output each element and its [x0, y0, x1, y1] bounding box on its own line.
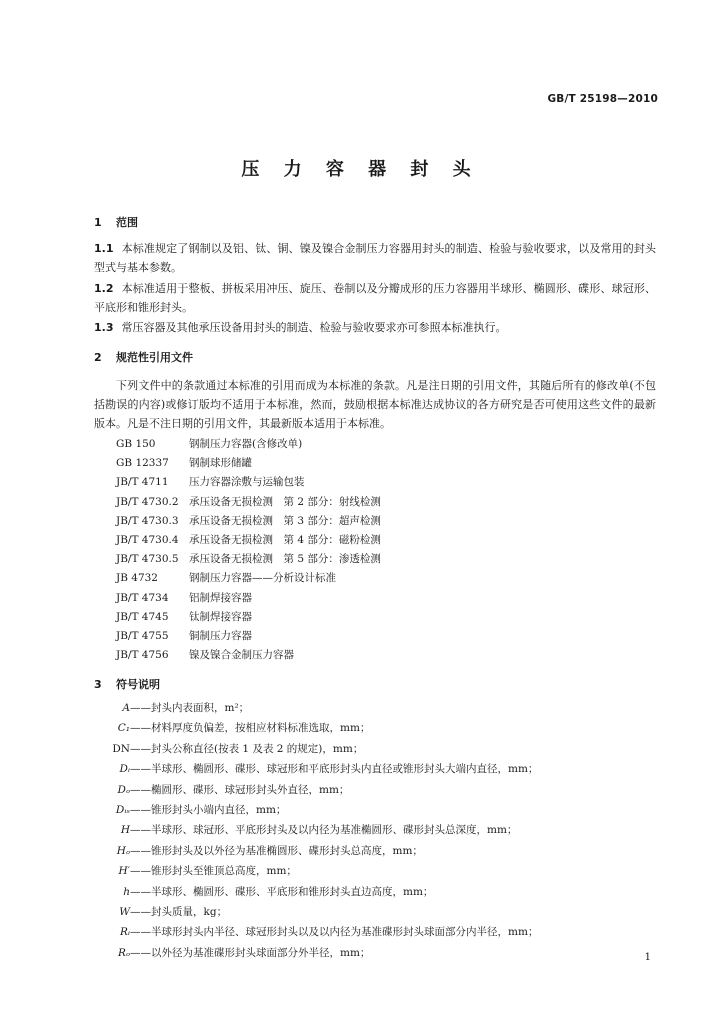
reference-item	[116, 454, 381, 473]
reference-title: 压力容器涂敷与运输包装	[189, 476, 305, 489]
reference-title: 承压设备无损检测 第 4 部分：磁粉检测	[189, 534, 381, 547]
reference-title: 钢制压力容器(含修改单)	[189, 438, 303, 450]
symbol-description: ——半球形、椭圆形、碟形、平底形和锥形封头直边高度，mm；	[130, 885, 434, 898]
symbol-item	[110, 861, 538, 881]
section-title: 范围	[116, 216, 138, 229]
symbol-item	[110, 820, 538, 840]
symbol: Rᵢ	[119, 926, 130, 939]
clause-1-2	[94, 279, 656, 317]
symbol: Hₒ	[116, 844, 130, 857]
symbol: Dᵢ	[119, 763, 130, 776]
symbol-description: ——封头内表面积，m²；	[130, 702, 250, 714]
clause-number: 1.1	[94, 242, 114, 255]
reference-code: GB 12337	[116, 457, 169, 470]
symbol-description: ——锥形封头至锥顶总高度，mm；	[130, 865, 297, 878]
symbol-item	[110, 698, 538, 718]
symbol: H	[120, 824, 130, 837]
symbol: Rₒ	[118, 946, 130, 959]
clause-text: 本标准适用于整板、拼板采用冲压、旋压、卷制以及分瓣成形的压力容器用半球形、椭圆形、碟形、球冠形、平底形和锥形封头。	[94, 282, 656, 314]
symbol-item	[110, 759, 538, 779]
reference-code: JB/T 4734	[116, 591, 169, 604]
reference-code: JB/T 4730.3	[116, 514, 179, 527]
reference-item	[116, 646, 381, 665]
section-number: 3	[94, 678, 102, 691]
clause-number: 1.3	[94, 321, 114, 334]
section-title: 符号说明	[116, 678, 160, 691]
reference-title: 铝制焊接容器	[189, 591, 252, 604]
symbol: Dₒ	[117, 783, 130, 796]
symbol-list	[110, 698, 538, 963]
symbol: h	[123, 885, 130, 898]
reference-code: JB/T 4730.4	[116, 534, 179, 547]
section-3-heading	[94, 676, 160, 692]
section-number: 2	[94, 351, 102, 364]
symbol-item	[110, 780, 538, 800]
clause-1-1	[94, 239, 656, 277]
clause-1-3	[94, 318, 656, 337]
symbol: W	[119, 906, 130, 919]
symbol-item	[110, 922, 538, 942]
symbol-description: ——椭圆形、碟形、球冠形封头外直径，mm；	[130, 783, 350, 796]
document-title: 压 力 容 器 封 头	[241, 159, 480, 180]
symbol-description: ——锥形封头小端内直径，mm；	[130, 804, 287, 817]
reference-item	[116, 493, 381, 512]
reference-code: JB/T 4711	[116, 476, 169, 489]
reference-item	[116, 627, 381, 646]
symbol-description: ——半球形、球冠形、平底形封头及以内径为基准椭圆形、碟形封头总深度，mm；	[130, 824, 518, 837]
symbol-item	[110, 739, 538, 759]
symbol-description: ——半球形、椭圆形、碟形、球冠形和平底形封头内直径或锥形封头大端内直径，mm；	[130, 763, 539, 776]
reference-item	[116, 473, 381, 492]
reference-item	[116, 608, 381, 627]
reference-item	[116, 569, 381, 588]
reference-title: 钛制焊接容器	[189, 610, 252, 623]
reference-code: JB/T 4730.2	[116, 495, 179, 508]
section-title: 规范性引用文件	[116, 351, 193, 364]
symbol-description: ——封头公称直径(按表 1 及表 2 的规定)，mm；	[130, 742, 364, 755]
symbol: Dᵢₛ	[115, 804, 130, 817]
reference-title: 承压设备无损检测 第 2 部分：射线检测	[189, 495, 381, 508]
reference-code: JB/T 4745	[116, 610, 169, 623]
section-1-heading	[94, 214, 138, 230]
symbol-description: ——以外径为基准碟形封头球面部分外半径，mm；	[130, 946, 371, 959]
symbol-item	[110, 800, 538, 820]
symbol: C₁	[117, 722, 130, 735]
reference-title: 承压设备无损检测 第 5 部分：渗透检测	[189, 553, 381, 566]
symbol: A	[122, 702, 130, 714]
reference-code: JB/T 4755	[116, 630, 169, 643]
reference-title: 铜制压力容器	[189, 630, 252, 643]
symbol-description: ——封头质量，kg；	[130, 906, 228, 919]
section-number: 1	[94, 216, 102, 229]
clause-text: 本标准规定了钢制以及铝、钛、铜、镍及镍合金制压力容器用封头的制造、检验与验收要求，以及常用的封头型式与基本参数。	[94, 242, 656, 274]
symbol: H′	[118, 865, 130, 878]
symbol-description: ——材料厚度负偏差，按相应材料标准选取，mm；	[130, 722, 371, 735]
reference-code: JB/T 4756	[116, 649, 169, 662]
symbol-item	[110, 841, 538, 861]
reference-item	[116, 550, 381, 569]
reference-item	[116, 589, 381, 608]
reference-item	[116, 435, 381, 454]
clause-text: 常压容器及其他承压设备用封头的制造、检验与验收要求亦可参照本标准执行。	[121, 321, 507, 334]
symbol-item	[110, 943, 538, 963]
symbol: DN	[112, 742, 130, 755]
symbol-item	[110, 882, 538, 902]
reference-list	[116, 435, 381, 665]
standard-code: GB/T 25198—2010	[547, 93, 658, 105]
reference-title: 承压设备无损检测 第 3 部分：超声检测	[189, 514, 381, 527]
symbol-item	[110, 718, 538, 738]
section-2-heading	[94, 349, 193, 365]
page-number: 1	[644, 952, 651, 963]
symbol-description: ——锥形封头及以外径为基准椭圆形、碟形封头总高度，mm；	[130, 844, 423, 857]
reference-item	[116, 512, 381, 531]
reference-title: 钢制压力容器——分析设计标准	[189, 572, 336, 585]
reference-item	[116, 531, 381, 550]
reference-title: 钢制球形储罐	[189, 457, 252, 470]
symbol-item	[110, 902, 538, 922]
clause-number: 1.2	[94, 282, 114, 295]
reference-code: JB 4732	[116, 572, 158, 585]
reference-code: JB/T 4730.5	[116, 553, 179, 566]
reference-code: GB 150	[116, 438, 156, 450]
section-2-intro: 下列文件中的条款通过本标准的引用而成为本标准的条款。凡是注日期的引用文件，其随后所有的修改单(不包括勘误的内容)或修订版均不适用于本标准，然而，鼓励根据本标准达成协议的各方研究是否可使用这些文件的最新版本。凡是不注日期的引用文件，其最新版本适用于本标准。	[94, 379, 656, 430]
reference-title: 镍及镍合金制压力容器	[189, 649, 294, 662]
symbol-description: ——半球形封头内半径、球冠形封头以及以内径为基准碟形封头球面部分内半径，mm；	[130, 926, 539, 939]
